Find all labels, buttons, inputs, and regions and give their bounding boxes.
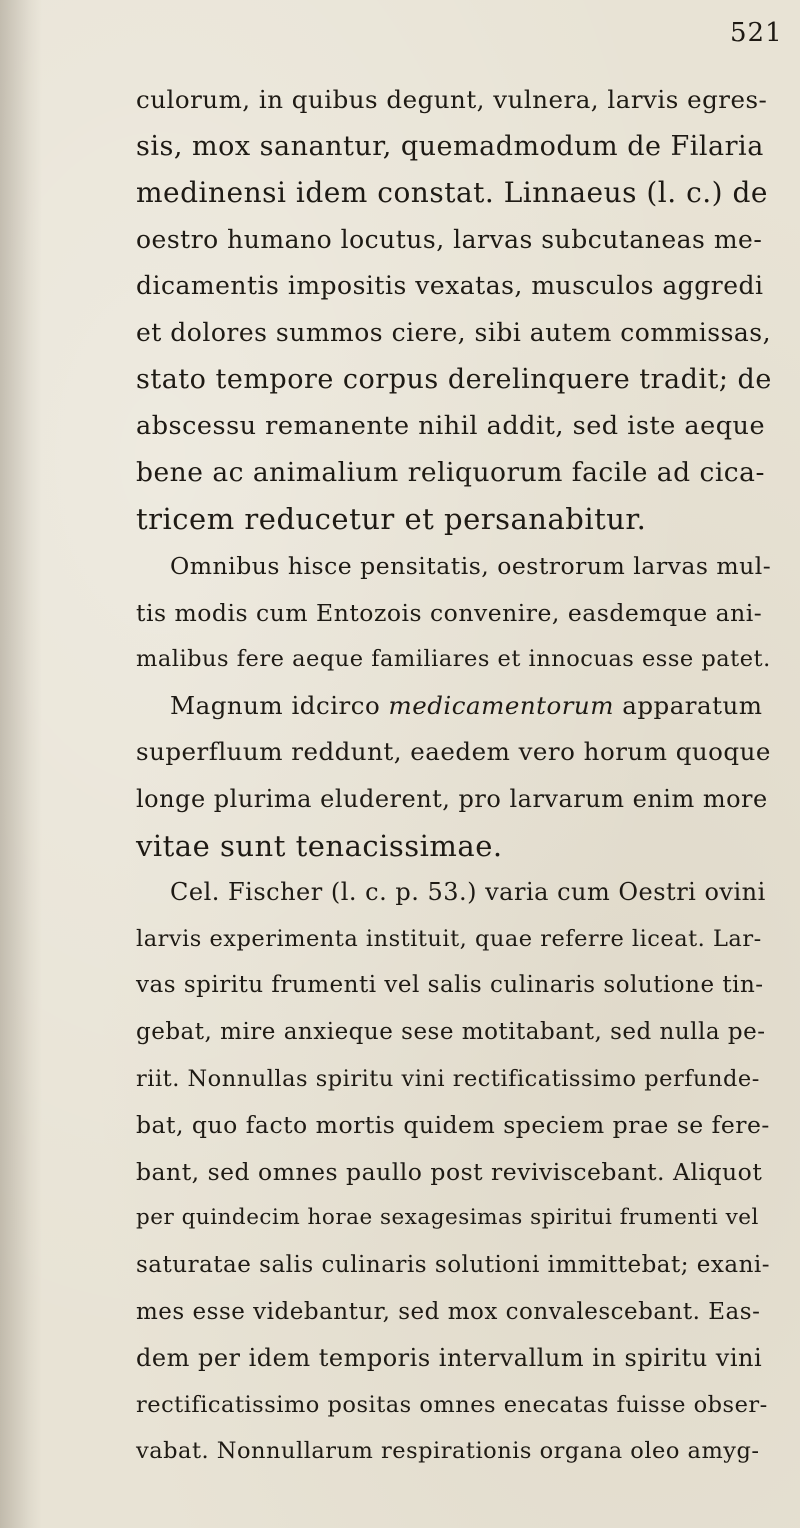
text-line-5: dicamentis impositis vexatas, musculos aggredi	[136, 271, 764, 300]
page-number: 521	[730, 18, 783, 48]
binding-gutter-shadow	[0, 0, 42, 1528]
text-line-27: mes esse videbantur, sed mox convalescebant. Eas-	[136, 1299, 761, 1325]
text-line-14	[170, 688, 762, 724]
text-line-10: tricem reducetur et persanabitur.	[136, 502, 647, 536]
text-line-7: stato tempore corpus derelinquere tradit; de	[136, 364, 772, 395]
text-line-9: bene ac animalium reliquorum facile ad cica-	[136, 457, 765, 488]
text-line-16: longe plurima eluderent, pro larvarum enim more	[136, 785, 768, 813]
text-line-14-start: Magnum idcirco	[170, 691, 389, 720]
text-line-14-italic: medicamentorum	[388, 691, 614, 720]
text-line-20: vas spiritu frumenti vel salis culinaris solutione tin-	[136, 972, 764, 998]
text-line-1: culorum, in quibus degunt, vulnera, larvis egres-	[136, 85, 768, 114]
text-line-3: medinensi idem constat. Linnaeus (l. c.) de	[136, 176, 768, 209]
text-line-29: rectificatissimo positas omnes enecatas fuisse obser-	[136, 1392, 768, 1418]
text-line-30: vabat. Nonnullarum respirationis organa oleo amyg-	[136, 1438, 760, 1464]
text-line-25: per quindecim horae sexagesimas spiritui frumenti vel	[136, 1205, 759, 1230]
text-line-14-end: apparatum	[613, 691, 763, 720]
text-line-23: bat, quo facto mortis quidem speciem prae se fere-	[136, 1111, 770, 1139]
text-line-21: gebat, mire anxieque sese motitabant, sed nulla pe-	[136, 1019, 766, 1045]
text-line-26: saturatae salis culinaris solutioni immittebat; exani-	[136, 1252, 771, 1278]
text-line-12: tis modis cum Entozois convenire, easdemque ani-	[136, 599, 763, 627]
text-line-24: bant, sed omnes paullo post reviviscebant. Aliquot	[136, 1158, 763, 1186]
text-line-6: et dolores summos ciere, sibi autem commissas,	[136, 318, 772, 347]
text-line-17: vitae sunt tenacissimae.	[136, 829, 503, 863]
text-line-8: abscessu remanente nihil addit, sed iste aeque	[136, 411, 766, 441]
text-line-18: Cel. Fischer (l. c. p. 53.) varia cum Oestri ovini	[170, 878, 766, 906]
text-line-4: oestro humano locutus, larvas subcutaneas me-	[136, 225, 763, 254]
text-line-28: dem per idem temporis intervallum in spiritu vini	[136, 1344, 763, 1372]
text-line-15: superfluum reddunt, eaedem vero horum quoque	[136, 737, 771, 766]
text-line-11: Omnibus hisce pensitatis, oestrorum larvas mul-	[170, 552, 772, 580]
text-line-19: larvis experimenta instituit, quae referre liceat. Lar-	[136, 926, 762, 952]
text-line-13: malibus fere aeque familiares et innocuas esse patet.	[136, 646, 771, 672]
text-line-22: riit. Nonnullas spiritu vini rectificatissimo perfunde-	[136, 1066, 760, 1092]
text-line-2: sis, mox sanantur, quemadmodum de Filaria	[136, 131, 764, 162]
